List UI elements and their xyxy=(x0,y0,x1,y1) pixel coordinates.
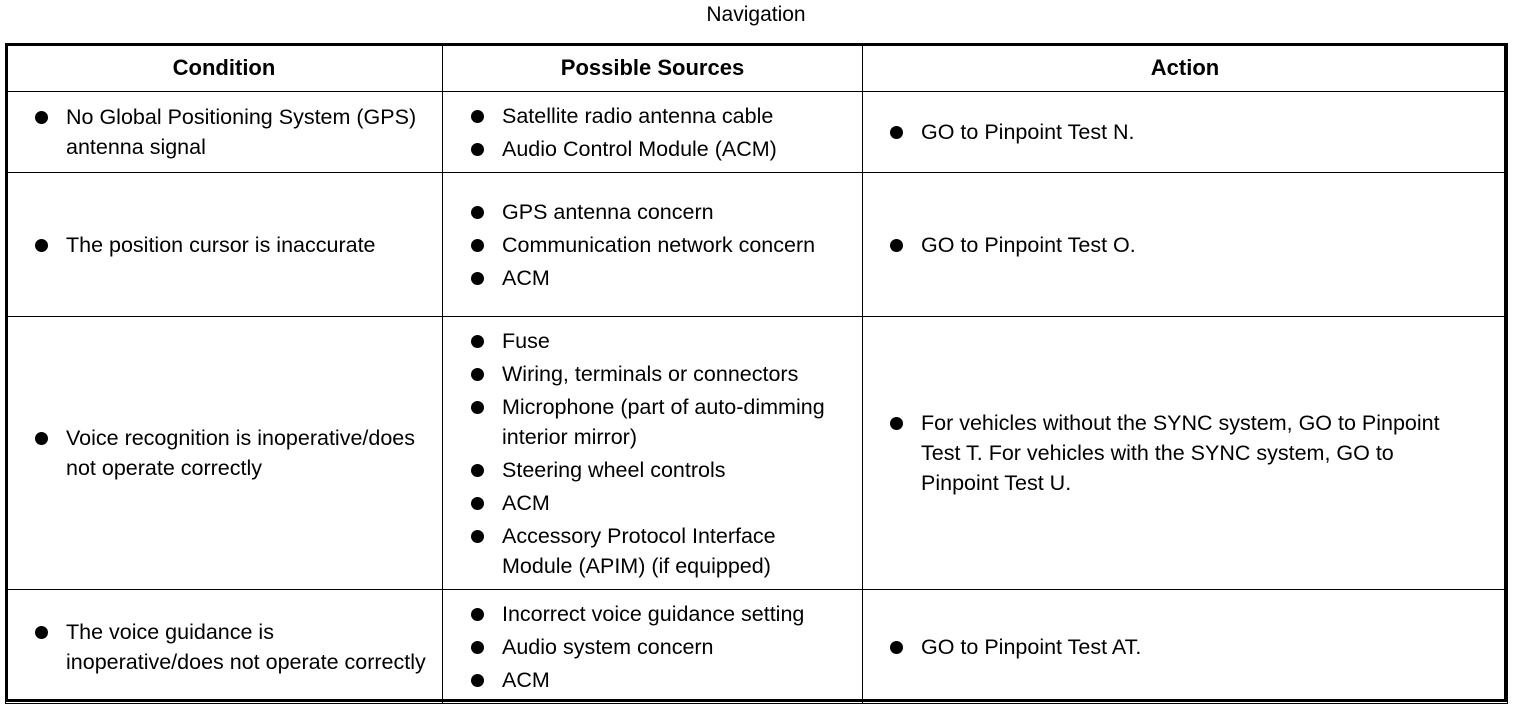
header-action: Action xyxy=(863,44,1508,92)
source-text: ACM xyxy=(502,265,550,290)
action-text: GO to Pinpoint Test O. xyxy=(921,232,1136,257)
source-text: Satellite radio antenna cable xyxy=(502,103,774,128)
source-text: Accessory Protocol Interface Module (APIM) (if equipped) xyxy=(502,523,776,578)
action-text: GO to Pinpoint Test N. xyxy=(921,120,1135,144)
condition-text: No Global Positioning System (GPS) antenna signal xyxy=(66,105,417,159)
action-text: For vehicles without the SYNC system, GO to Pinpoint Test T. For vehicles with the SYNC system, GO to Pinpoint Test U. xyxy=(921,411,1440,495)
header-condition: Condition xyxy=(6,44,443,92)
source-text: Wiring, terminals or connectors xyxy=(502,361,799,386)
source-text: Audio Control Module (ACM) xyxy=(502,136,777,161)
source-text: Fuse xyxy=(502,328,550,353)
header-possible-sources: Possible Sources xyxy=(443,44,863,92)
source-text: Microphone (part of auto-dimming interior mirror) xyxy=(502,394,825,449)
table-outer-border xyxy=(5,43,1507,702)
source-text: Steering wheel controls xyxy=(502,457,726,482)
action-text: GO to Pinpoint Test AT. xyxy=(921,634,1142,659)
source-text: ACM xyxy=(502,667,550,692)
source-text: Communication network concern xyxy=(502,232,816,257)
source-text: Incorrect voice guidance setting xyxy=(502,601,805,626)
table-caption: Navigation xyxy=(706,3,806,26)
source-text: ACM xyxy=(502,490,550,515)
condition-text: The position cursor is inaccurate xyxy=(66,232,376,257)
condition-text: The voice guidance is inoperative/does not operate correctly xyxy=(66,619,426,674)
source-text: GPS antenna concern xyxy=(502,199,714,224)
condition-text: Voice recognition is inoperative/does not operate correctly xyxy=(66,426,415,480)
source-text: Audio system concern xyxy=(502,634,714,659)
